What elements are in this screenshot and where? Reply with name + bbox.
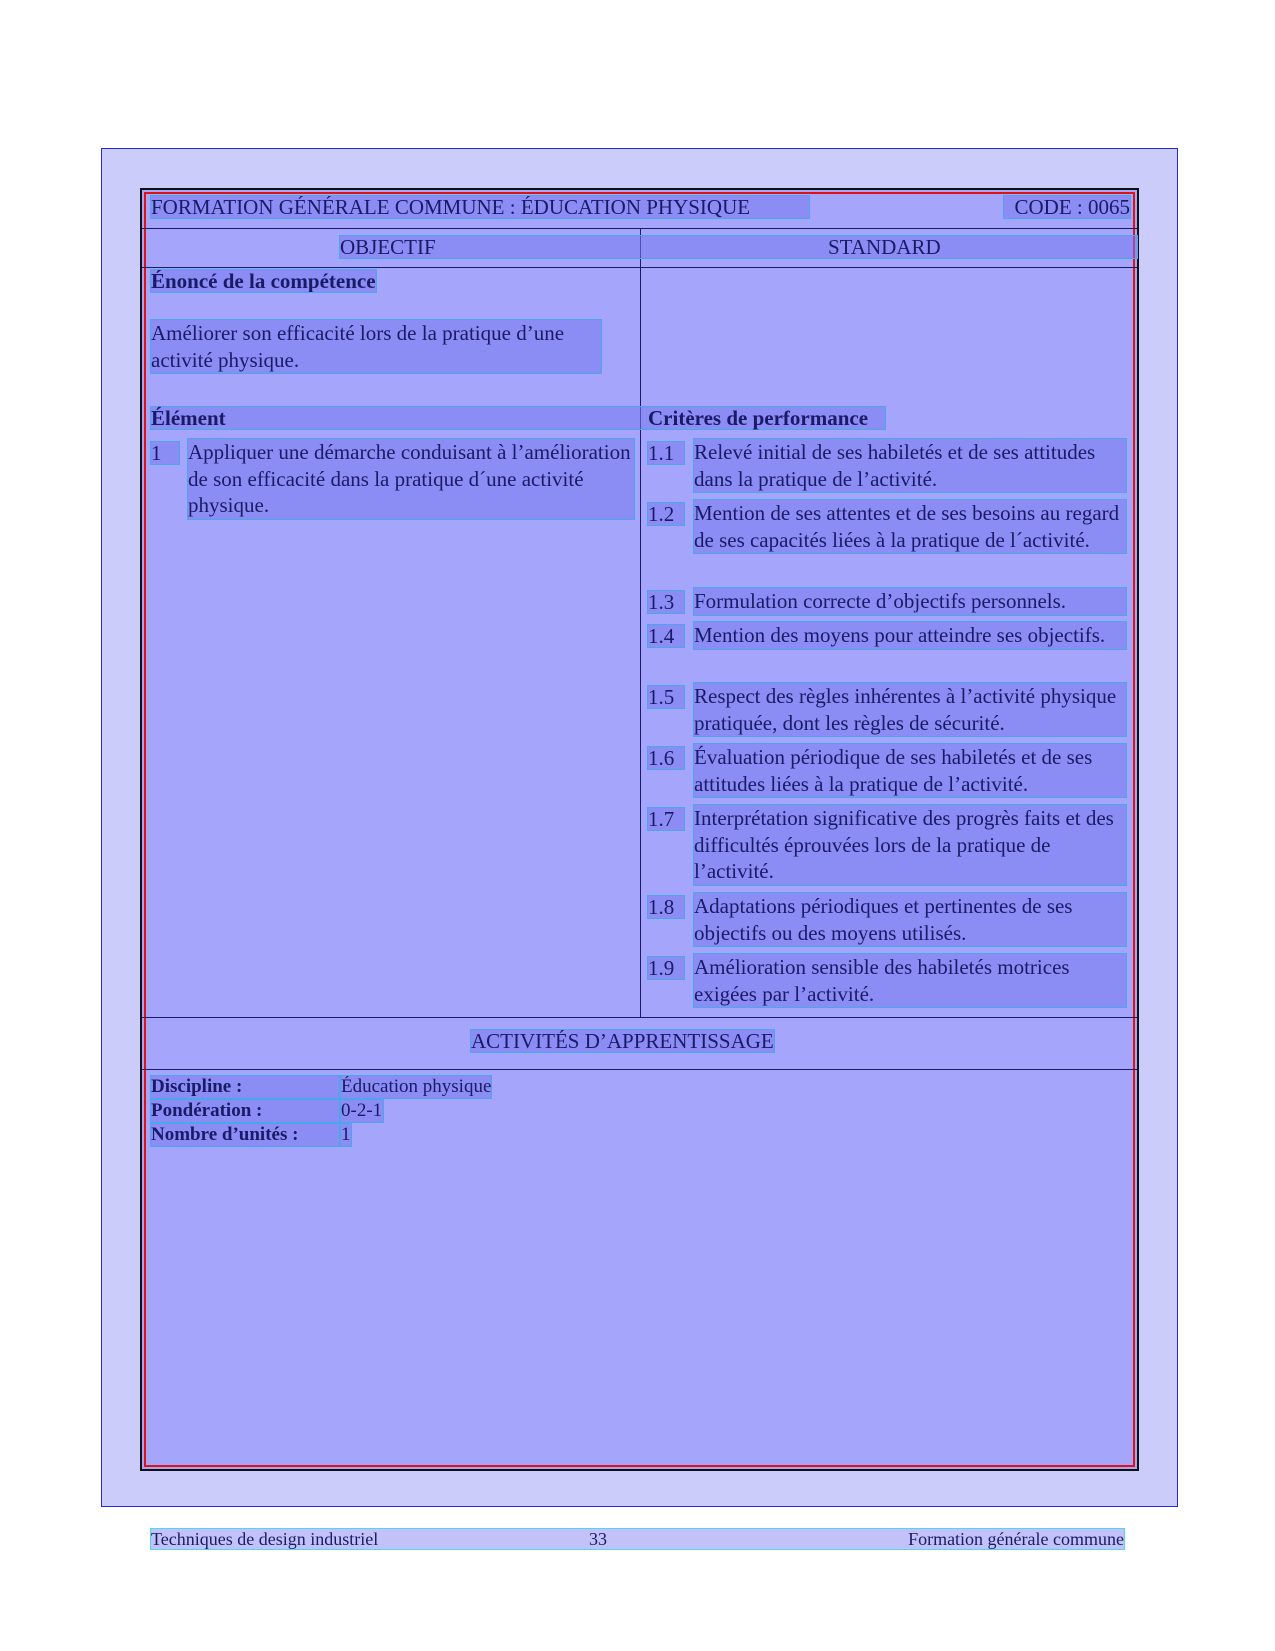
criterion-text: Amélioration sensible des habiletés motrices exigées par l’activité. [694,954,1126,1007]
divider-activities-top [142,1017,1137,1018]
unites-value: 1 [341,1124,351,1145]
competence-heading: Énoncé de la compétence [151,269,376,293]
element-number: 1 [151,442,179,464]
criterion-number: 1.6 [648,747,684,769]
discipline-label: Discipline : [151,1076,339,1098]
criterion-text: Adaptations périodiques et pertinentes de ses objectifs ou des moyens utilisés. [694,893,1126,946]
criterion-text: Évaluation périodique de ses habiletés et de ses attitudes liées à la pratique de l’activité. [694,744,1126,797]
criterion-number: 1.8 [648,896,684,918]
document-title: FORMATION GÉNÉRALE COMMUNE : ÉDUCATION PHYSIQUE [151,196,809,218]
competence-text: Améliorer son efficacité lors de la pratique d’une activité physique. [151,320,601,373]
criterion-number: 1.3 [648,591,684,613]
ponderation-value: 0-2-1 [341,1100,383,1121]
element-heading: Élément [151,406,226,430]
criterion-text: Mention des moyens pour atteindre ses objectifs. [694,622,1126,649]
criterion-text: Mention de ses attentes et de ses besoins au regard de ses capacités liées à la pratique de l´activité. [694,500,1126,553]
criterion-text: Relevé initial de ses habiletés et de ses attitudes dans la pratique de l’activité. [694,439,1126,492]
criterion-text: Interprétation significative des progrès faits et des difficultés éprouvées lors de la pratique de l’activité. [694,805,1126,885]
course-code: CODE : 0065 [1004,196,1130,218]
footer-program: Techniques de design industriel [151,1529,379,1549]
footer-section: Formation générale commune [908,1529,1124,1549]
criterion-text: Respect des règles inhérentes à l’activité physique pratiquée, dont les règles de sécurité. [694,683,1126,736]
page-number: 33 [589,1529,607,1549]
divider-activities-bottom [142,1069,1137,1070]
criterion-number: 1.4 [648,625,684,647]
unites-label: Nombre d’unités : [151,1124,339,1146]
criterion-number: 1.1 [648,442,684,464]
ponderation-label: Pondération : [151,1100,339,1122]
criterion-number: 1.9 [648,957,684,979]
criteria-heading: Critères de performance [648,406,869,430]
discipline-value: Éducation physique [341,1076,492,1097]
column-header-band [340,236,1137,258]
column-header-standard: STANDARD [828,235,941,259]
element-text: Appliquer une démarche conduisant à l’amélioration de son efficacité dans la pratique d´une activité physique. [188,439,634,519]
activities-heading: ACTIVITÉS D’APPRENTISSAGE [471,1029,774,1053]
criterion-text: Formulation correcte d’objectifs personnels. [694,588,1126,615]
criterion-number: 1.7 [648,808,684,830]
divider-column-split [640,228,641,1017]
column-header-objectif: OBJECTIF [340,235,436,259]
criterion-number: 1.2 [648,503,684,525]
criterion-number: 1.5 [648,686,684,708]
